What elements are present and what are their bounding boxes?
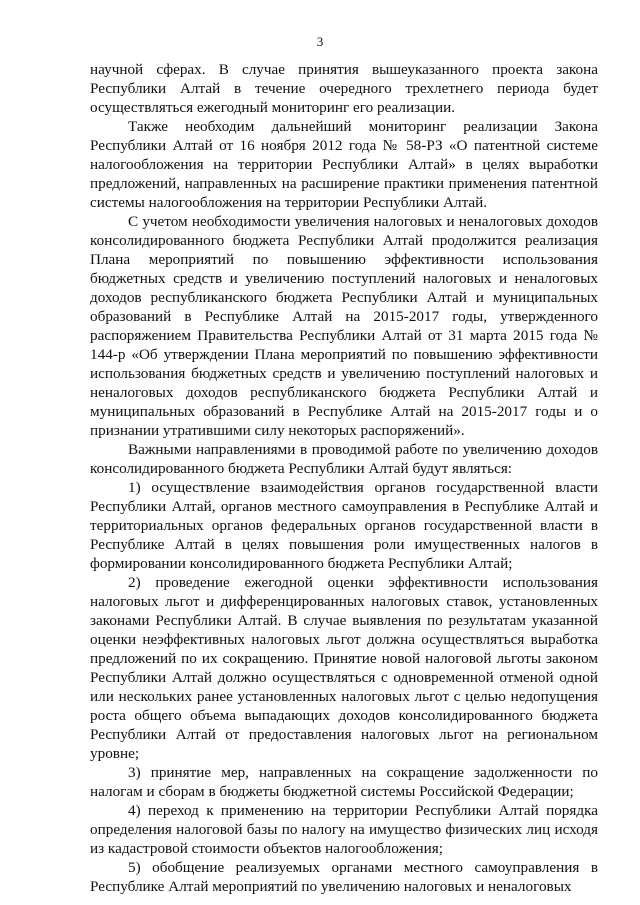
- list-item-5: 5) обобщение реализуемых органами местного самоуправления в Республике Алтай мероприятий по увеличению налоговых и неналоговых: [90, 859, 598, 895]
- paragraph-directions-intro: Важными направлениями в проводимой работе по увеличению доходов консолидированного бюджета Республики Алтай будут являться:: [90, 441, 598, 477]
- paragraph-revenue-plan: С учетом необходимости увеличения налоговых и неналоговых доходов консолидированного бюджета Республики Алтай продолжится реализация Плана мероприятий по повышению эффективности использования бюджетных средств и увеличению поступлений налоговых и неналоговых доходов республиканского бюджета Республики Алтай и муниципальных образований в Республике Алтай на 2015-2017 годы, утвержденного распоряжением Правительства Республики Алтай от 31 марта 2015 года № 144-р «Об утверждении Плана мероприятий по повышению эффективности использования бюджетных средств и увеличению поступлений налоговых и неналоговых доходов республиканского бюджета Республики Алтай и муниципальных образований в Республике Алтай на 2015-2017 годы и о признании утратившими силу некоторых распоряжений».: [90, 213, 598, 439]
- paragraph-continuation: научной сферах. В случае принятия вышеуказанного проекта закона Республики Алтай в течение очередного трехлетнего периода будет осуществляться ежегодный мониторинг его реализации.: [90, 61, 598, 116]
- paragraph-patent-monitoring: Также необходим дальнейший мониторинг реализации Закона Республики Алтай от 16 ноября 2012 года № 58-РЗ «О патентной системе налогообложения на территории Республики Алтай» в целях выработки предложений, направленных на расширение практики применения патентной системы налогообложения на территории Республики Алтай.: [90, 118, 598, 211]
- list-item-2: 2) проведение ежегодной оценки эффективности использования налоговых льгот и дифференцированных налоговых ставок, установленных законами Республики Алтай. В случае выявления по результатам указанной оценки неэффективных налоговых льгот должна осуществляться выработка предложений по их сокращению. Принятие новой налоговой льготы законом Республики Алтай должно осуществляться с одновременной отменой одной или нескольких ранее установленных налоговых льгот с целью недопущения роста общего объема выпадающих доходов консолидированного бюджета Республики Алтай от предоставления налоговых льгот на региональном уровне;: [90, 574, 598, 762]
- list-item-4: 4) переход к применению на территории Республики Алтай порядка определения налоговой базы по налогу на имущество физических лиц исходя из кадастровой стоимости объектов налогообложения;: [90, 802, 598, 857]
- page-number: 3: [316, 34, 324, 49]
- list-item-1: 1) осуществление взаимодействия органов государственной власти Республики Алтай, органов местного самоуправления в Республике Алтай и территориальных органов федеральных органов государственной власти в Республике Алтай в целях повышения роли имущественных налогов в формировании консолидированного бюджета Республики Алтай;: [90, 479, 598, 572]
- list-item-3: 3) принятие мер, направленных на сокращение задолженности по налогам и сборам в бюджеты бюджетной системы Российской Федерации;: [90, 764, 598, 800]
- document-body: [90, 60, 598, 896]
